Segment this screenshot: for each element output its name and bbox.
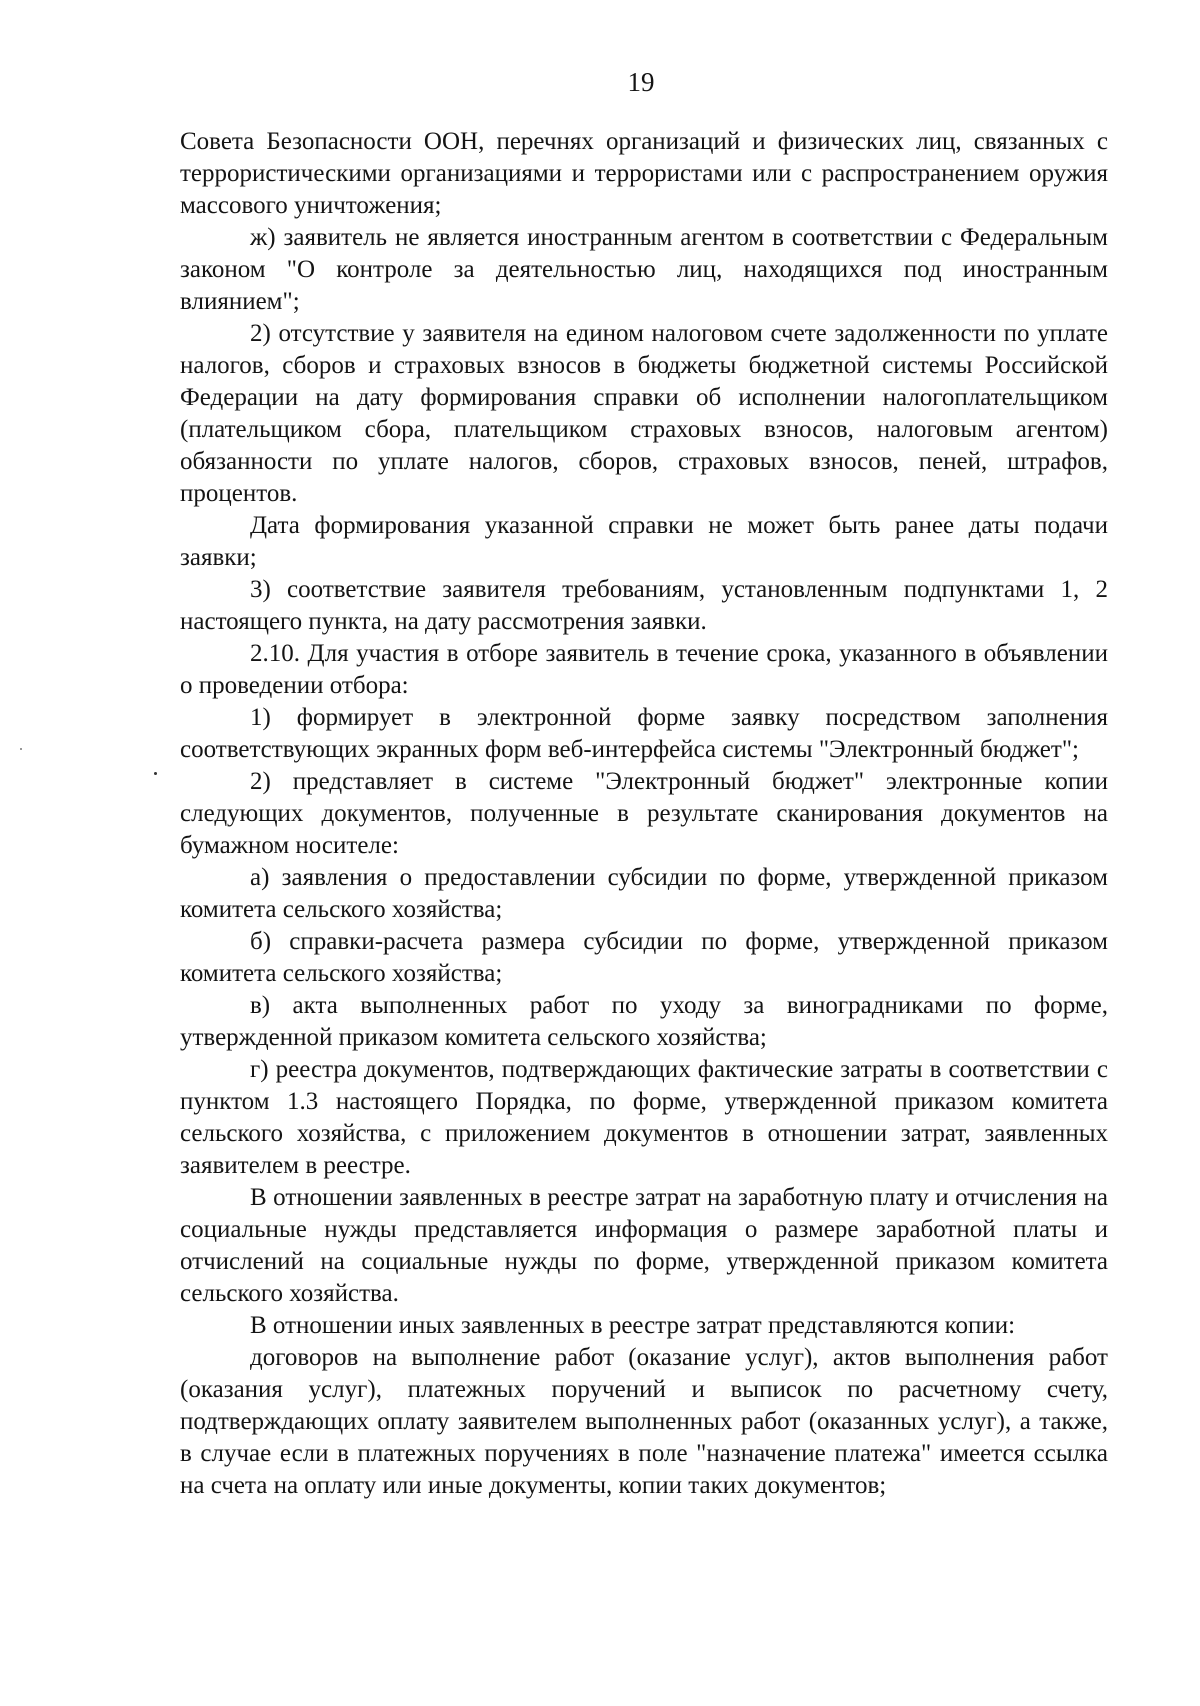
document-body xyxy=(180,126,1108,1502)
paragraph: В отношении иных заявленных в реестре затрат представляются копии: xyxy=(250,1312,1016,1339)
paragraph: договоров на выполнение работ (оказание услуг), актов выполнения работ (оказания услуг), платежных поручений и выписок по расчетному счету, подтверждающих оплату заявителем выполненных работ (оказанных услуг), а также, в случае если в платежных поручениях в поле "назначение платежа" имеется ссылка на счета на оплату или иные документы, копии таких документов; xyxy=(180,1344,1108,1499)
paragraph: 2) представляет в системе "Электронный бюджет" электронные копии следующих документов, полученные в результате сканирования документов на бумажном носителе: xyxy=(180,768,1108,859)
page-number: 19 xyxy=(627,67,655,97)
paragraph: а) заявления о предоставлении субсидии по форме, утвержденной приказом комитета сельского хозяйства; xyxy=(180,864,1108,923)
scan-dot-mark xyxy=(20,748,22,750)
paragraph: 2) отсутствие у заявителя на едином налоговом счете задолженности по уплате налогов, сборов и страховых взносов в бюджеты бюджетной системы Российской Федерации на дату формирования справки об исполнении налогоплательщиком (плательщиком сбора, плательщиком страховых взносов, налоговым агентом) обязанности по уплате налогов, сборов, страховых взносов, пеней, штрафов, процентов. xyxy=(180,320,1108,507)
scan-dot-mark xyxy=(154,772,157,775)
paragraph: 2.10. Для участия в отборе заявитель в течение срока, указанного в объявлении о проведении отбора: xyxy=(180,640,1108,699)
paragraph: Совета Безопасности ООН, перечнях организаций и физических лиц, связанных с террористическими организациями и террористами или с распространением оружия массового уничтожения; xyxy=(180,128,1108,219)
paragraph: 1) формирует в электронной форме заявку посредством заполнения соответствующих экранных форм веб-интерфейса системы "Электронный бюджет"; xyxy=(180,704,1108,763)
paragraph: 3) соответствие заявителя требованиям, установленным подпунктами 1, 2 настоящего пункта, на дату рассмотрения заявки. xyxy=(180,576,1108,635)
paragraph: В отношении заявленных в реестре затрат на заработную плату и отчисления на социальные нужды представляется информация о размере заработной платы и отчислений на социальные нужды по форме, утвержденной приказом комитета сельского хозяйства. xyxy=(180,1184,1108,1307)
paragraph: б) справки-расчета размера субсидии по форме, утвержденной приказом комитета сельского хозяйства; xyxy=(180,928,1108,987)
paragraph: г) реестра документов, подтверждающих фактические затраты в соответствии с пунктом 1.3 настоящего Порядка, по форме, утвержденной приказом комитета сельского хозяйства, с приложением документов в отношении затрат, заявленных заявителем в реестре. xyxy=(180,1056,1108,1179)
paragraph: ж) заявитель не является иностранным агентом в соответствии с Федеральным законом "О контроле за деятельностью лиц, находящихся под иностранным влиянием"; xyxy=(180,224,1108,315)
paragraph: в) акта выполненных работ по уходу за виноградниками по форме, утвержденной приказом комитета сельского хозяйства; xyxy=(180,992,1108,1051)
paragraph: Дата формирования указанной справки не может быть ранее даты подачи заявки; xyxy=(180,512,1108,571)
